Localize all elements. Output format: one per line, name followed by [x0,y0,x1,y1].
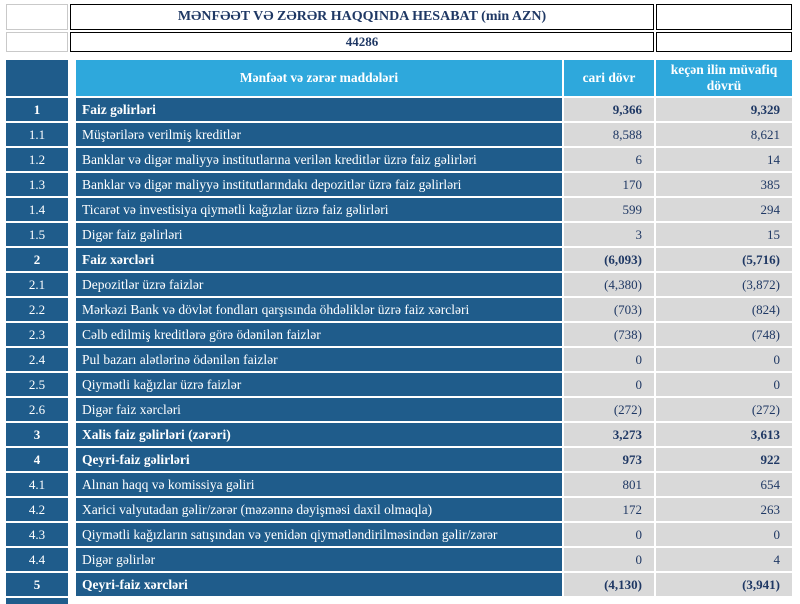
table-row [6,398,792,421]
row-label-cell[interactable]: Cəlb edilmiş kreditlərə görə ödənilən faizlər [76,323,562,346]
header-items[interactable]: Mənfəət və zərər maddələri [76,60,562,96]
row-label-cell[interactable]: Qiymətli kağızların satışından və yenidən qiymətləndirilməsindən gəlir/zərər [76,523,562,546]
row-label-cell[interactable]: Digər gəlirlər [76,548,562,571]
row-value-previous[interactable]: 0 [656,523,792,546]
row-number-cell[interactable]: 1.1 [6,123,68,146]
row-gap [70,298,74,321]
table-row [6,98,792,121]
row-gap [70,423,74,446]
row-gap [70,548,74,571]
header-current-period[interactable]: cari dövr [564,60,654,96]
table-row [6,248,792,271]
row-number-cell[interactable]: 2.5 [6,373,68,396]
row-label-cell[interactable]: Xarici valyutadan gəlir/zərər (məzənnə dəyişməsi daxil olmaqla) [76,498,562,521]
code-right-empty-cell [656,32,792,52]
row-number-cell[interactable]: 4.4 [6,548,68,571]
row-value-current[interactable]: 172 [564,498,654,521]
row-gap [70,273,74,296]
code-left-empty-cell [6,32,68,52]
row-label-cell[interactable]: Qeyri-faiz xərcləri [76,573,562,596]
table-row [6,448,792,471]
row-label-cell[interactable]: Pul bazarı alətlərinə ödənilən faizlər [76,348,562,371]
header-number-cell [6,60,68,96]
row-value-current[interactable]: (738) [564,323,654,346]
row-label-cell[interactable]: Xalis faiz gəlirləri (zərəri) [76,423,562,446]
row-number-cell[interactable]: 1.5 [6,223,68,246]
row-value-current[interactable]: 8,588 [564,123,654,146]
table-row [6,373,792,396]
row-label-cell[interactable]: Faiz xərcləri [76,248,562,271]
row-value-current[interactable]: 6 [564,148,654,171]
row-value-previous[interactable]: 3,613 [656,423,792,446]
row-value-previous[interactable]: (5,716) [656,248,792,271]
row-value-previous[interactable]: 9,329 [656,98,792,121]
footer-strip [6,598,68,604]
row-value-current[interactable]: 3,273 [564,423,654,446]
table-row [6,323,792,346]
table-row [6,473,792,496]
report-title: MƏNFƏƏT VƏ ZƏRƏR HAQQINDA HESABAT (min AZN) [70,4,654,30]
row-number-cell[interactable]: 2.3 [6,323,68,346]
row-value-previous[interactable]: (824) [656,298,792,321]
row-value-current[interactable]: 0 [564,373,654,396]
row-number-cell[interactable]: 2.2 [6,298,68,321]
row-number-cell[interactable]: 2.1 [6,273,68,296]
row-number-cell[interactable]: 2.4 [6,348,68,371]
row-number-cell[interactable]: 4.1 [6,473,68,496]
table-body [6,98,792,596]
row-value-previous[interactable]: 4 [656,548,792,571]
row-value-current[interactable]: 973 [564,448,654,471]
row-label-cell[interactable]: Müştərilərə verilmiş kreditlər [76,123,562,146]
row-number-cell[interactable]: 1.3 [6,173,68,196]
row-gap [70,248,74,271]
row-number-cell[interactable]: 4.3 [6,523,68,546]
row-label-cell[interactable]: Alınan haqq və komissiya gəliri [76,473,562,496]
row-value-current[interactable]: 0 [564,348,654,371]
row-value-previous[interactable]: (3,941) [656,573,792,596]
row-value-previous[interactable]: 15 [656,223,792,246]
row-value-previous[interactable]: (3,872) [656,273,792,296]
table-row [6,498,792,521]
row-label-cell[interactable]: Banklar və digər maliyyə institutlarına verilən kreditlər üzrə faiz gəlirləri [76,148,562,171]
row-label-cell[interactable]: Banklar və digər maliyyə institutlarındakı depozitlər üzrə faiz gəlirləri [76,173,562,196]
row-number-cell[interactable]: 5 [6,573,68,596]
row-value-current[interactable]: 599 [564,198,654,221]
row-number-cell[interactable]: 4.2 [6,498,68,521]
table-row [6,348,792,371]
row-value-previous[interactable]: 294 [656,198,792,221]
row-number-cell[interactable]: 2.6 [6,398,68,421]
row-number-cell[interactable]: 3 [6,423,68,446]
row-gap [70,398,74,421]
row-label-cell[interactable]: Qiymətli kağızlar üzrə faizlər [76,373,562,396]
row-gap [70,448,74,471]
row-label-cell[interactable]: Faiz gəlirləri [76,98,562,121]
header-previous-period[interactable]: keçən ilin müvafiq dövrü [656,60,792,96]
code-row [6,32,792,52]
row-number-cell[interactable]: 1 [6,98,68,121]
table-row [6,148,792,171]
row-gap [70,148,74,171]
row-value-current[interactable]: (6,093) [564,248,654,271]
table-row [6,573,792,596]
row-gap [70,173,74,196]
table-row [6,198,792,221]
row-value-previous[interactable]: (272) [656,398,792,421]
table-row [6,173,792,196]
row-value-previous[interactable]: 0 [656,348,792,371]
row-gap [70,573,74,596]
row-value-previous[interactable]: 8,621 [656,123,792,146]
row-value-previous[interactable]: 385 [656,173,792,196]
row-gap [70,98,74,121]
table-row [6,273,792,296]
row-gap [70,348,74,371]
row-value-current[interactable]: 801 [564,473,654,496]
row-gap [70,373,74,396]
table-row [6,298,792,321]
row-number-cell[interactable]: 4 [6,448,68,471]
row-value-current[interactable]: (4,380) [564,273,654,296]
report-code-cell[interactable]: 44286 [70,32,654,52]
title-row [6,4,792,30]
row-label-cell[interactable]: Depozitlər üzrə faizlər [76,273,562,296]
row-gap [70,523,74,546]
row-gap [70,198,74,221]
row-label-cell[interactable]: Ticarət və investisiya qiymətli kağızlar üzrə faiz gəlirləri [76,198,562,221]
row-value-current[interactable]: (703) [564,298,654,321]
table-row [6,223,792,246]
table-row [6,523,792,546]
table-row [6,423,792,446]
top-left-empty-cell [6,4,68,30]
row-gap [70,123,74,146]
row-label-cell[interactable]: Mərkəzi Bank və dövlət fondları qarşısında öhdəliklər üzrə faiz xərcləri [76,298,562,321]
row-gap [70,473,74,496]
row-label-cell[interactable]: Qeyri-faiz gəlirləri [76,448,562,471]
row-gap [70,223,74,246]
row-value-previous[interactable]: 0 [656,373,792,396]
table-row [6,548,792,571]
table-header-row [6,60,792,96]
row-value-current[interactable]: 3 [564,223,654,246]
row-label-cell[interactable]: Digər faiz gəlirləri [76,223,562,246]
table-row [6,123,792,146]
row-label-cell[interactable]: Digər faiz xərcləri [76,398,562,421]
row-value-previous[interactable]: 922 [656,448,792,471]
title-right-empty-cell [656,4,792,30]
row-gap [70,498,74,521]
row-value-current[interactable]: 170 [564,173,654,196]
row-value-current[interactable]: 0 [564,548,654,571]
row-number-cell[interactable]: 1.4 [6,198,68,221]
header-gap [70,60,74,96]
row-gap [70,323,74,346]
row-value-previous[interactable]: 654 [656,473,792,496]
row-value-current[interactable]: 0 [564,523,654,546]
row-number-cell[interactable]: 2 [6,248,68,271]
row-value-previous[interactable]: 14 [656,148,792,171]
row-value-previous[interactable]: 263 [656,498,792,521]
row-value-current[interactable]: (272) [564,398,654,421]
row-value-previous[interactable]: (748) [656,323,792,346]
row-value-current[interactable]: (4,130) [564,573,654,596]
row-value-current[interactable]: 9,366 [564,98,654,121]
row-number-cell[interactable]: 1.2 [6,148,68,171]
